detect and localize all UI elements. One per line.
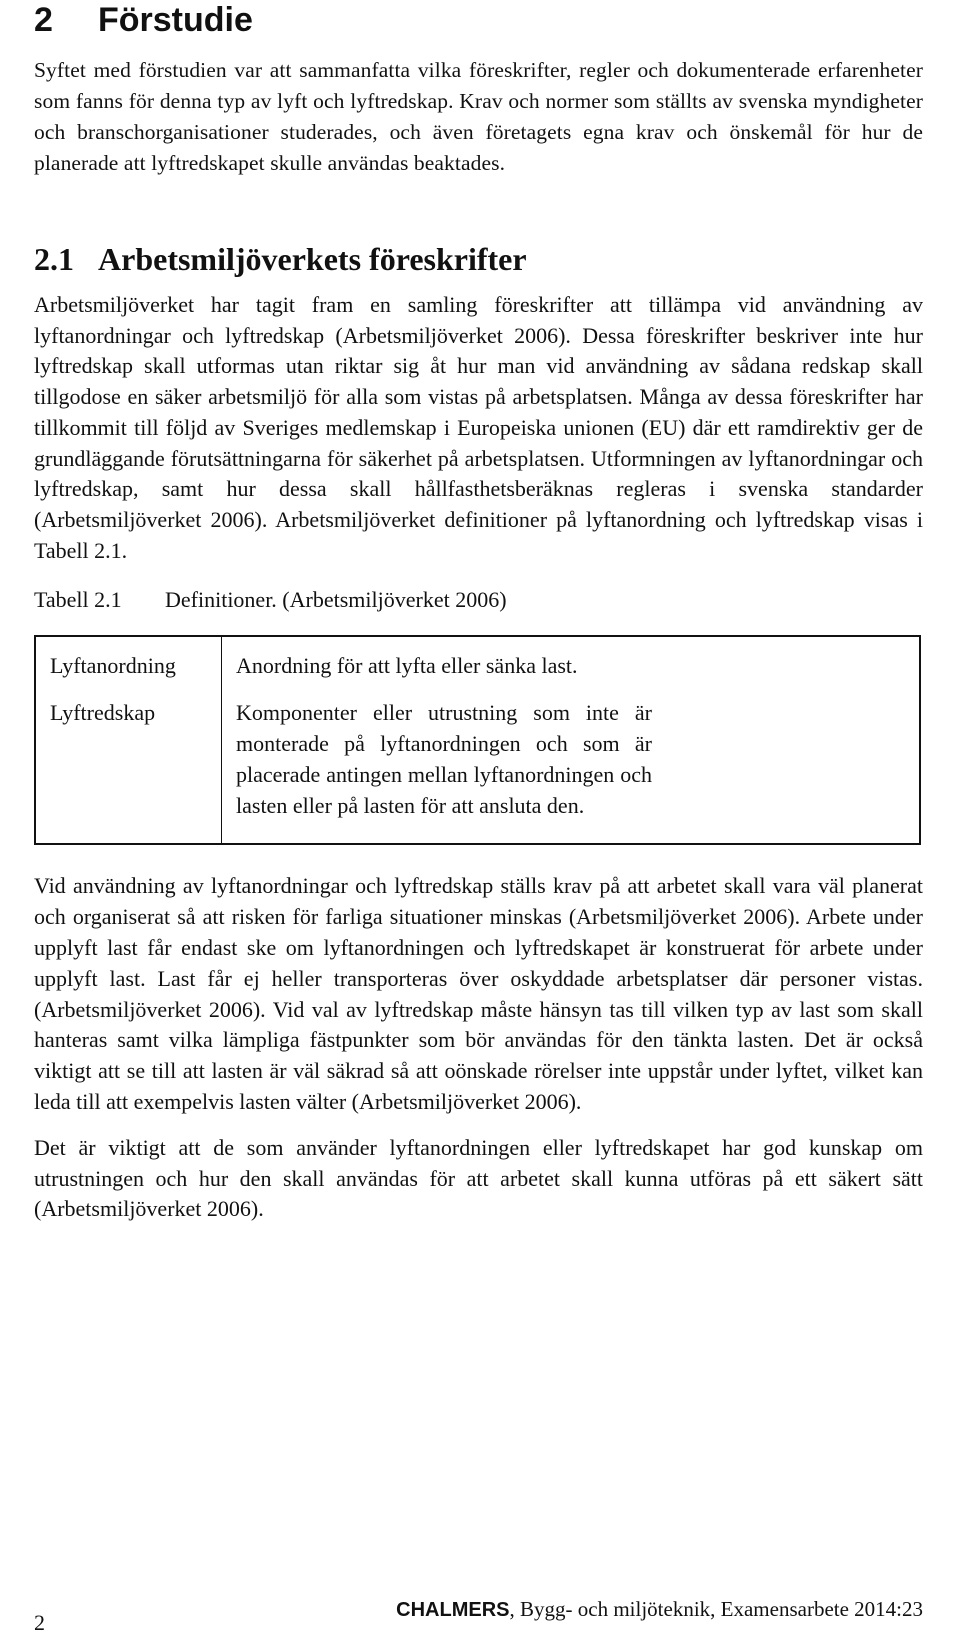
table-caption-label: Tabell 2.1 — [34, 587, 122, 613]
chapter-number: 2 — [34, 1, 53, 39]
footer-brand: CHALMERS — [396, 1599, 510, 1621]
footer-rest: , Bygg- och miljöteknik, Examensarbete 2014:23 — [509, 1597, 923, 1621]
table-definition-text: Anordning för att lyfta eller sänka last. — [236, 653, 578, 679]
section-heading — [34, 241, 923, 277]
page-number: 2 — [34, 1610, 45, 1635]
table-row — [35, 689, 920, 844]
table-row — [35, 636, 920, 689]
chapter-heading — [34, 0, 923, 38]
section-paragraph-3: Det är viktigt att de som använder lyftanordningen eller lyftredskapet har god kunskap om utrustningen och hur den skall användas för att arbetet skall kunna utföras på ett säkert sätt (Arbetsmiljöverket 2006). — [34, 1134, 923, 1222]
section-title: Arbetsmiljöverkets föreskrifter — [98, 241, 527, 277]
footer-text — [396, 1597, 923, 1622]
chapter-title: Förstudie — [98, 1, 253, 39]
chapter-intro-paragraph: Syftet med förstudien var att sammanfatta vilka föreskrifter, regler och dokumenterade erfarenheter som fanns för denna typ av lyft och lyftredskap. Krav och normer som ställts av svenska myndigheter och branschorganisationer studerades, och även företagets egna krav och önskemål för hur de planerade att lyftredskapet skulle användas beaktades. — [34, 58, 923, 175]
table-caption-text: Definitioner. (Arbetsmiljöverket 2006) — [165, 587, 507, 613]
definitions-table — [34, 635, 921, 845]
table-definition-cell — [222, 636, 921, 689]
table-caption — [34, 585, 923, 615]
section-number: 2.1 — [34, 241, 74, 277]
table-term-cell: Lyftredskap — [35, 689, 222, 844]
table-term-cell: Lyftanordning — [35, 636, 222, 689]
table-definition-text: Komponenter eller utrustning som inte är monterade på lyftanordningen och som är placerade antingen mellan lyftanordningen och lasten eller på lasten för att ansluta den. — [236, 700, 652, 819]
table-definition-cell — [222, 689, 921, 844]
page-content — [34, 0, 923, 1225]
section-paragraph-1: Arbetsmiljöverket har tagit fram en samling föreskrifter att tillämpa vid användning av lyftanordningar och lyftredskap (Arbetsmiljöverket 2006). Dessa föreskrifter beskriver inte hur lyftredskap skall utformas utan riktar sig åt hur man vid användning av sådana redskap skall tillgodose en säker arbetsmiljö för alla som vistas på arbetsplatsen. Många av dessa föreskrifter har tillkommit till följd av Sveriges medlemskap i Europeiska unionen (EU) där ett ramdirektiv ger de grundläggande förutsättningarna för säkerhet på arbetsplatsen. Utformningen av lyftanordningar och lyftredskap, samt hur dessa skall hållfasthetsberäknas regleras i svenska standarder (Arbetsmiljöverket 2006). Arbetsmiljöverket definitioner på lyftanordning och lyftredskap visas i Tabell 2.1. — [34, 292, 923, 563]
section-paragraph-2: Vid användning av lyftanordningar och lyftredskap ställs krav på att arbetet skall vara väl planerat och organiserat så att risken för farliga situationer minskas (Arbetsmiljöverket 2006). Arbete under upplyft last får endast ske om lyftanordningen och lyftredskapet är konstruerat för arbete under upplyft last. Last får ej heller transporteras över oskyddade arbetsplatser där personer vistas. (Arbetsmiljöverket 2006). Vid val av lyftredskap måste hänsyn tas till vilken typ av last som skall hanteras samt vilka lämpliga fästpunkter som bör användas för den tänkta lasten. Det är också viktigt att se till att lasten är väl säkrad så att oönskade rörelser inte uppstår under lyftet, vilket kan leda till att exempelvis lasten välter (Arbetsmiljöverket 2006). — [34, 873, 923, 1114]
page-footer — [34, 1597, 923, 1637]
